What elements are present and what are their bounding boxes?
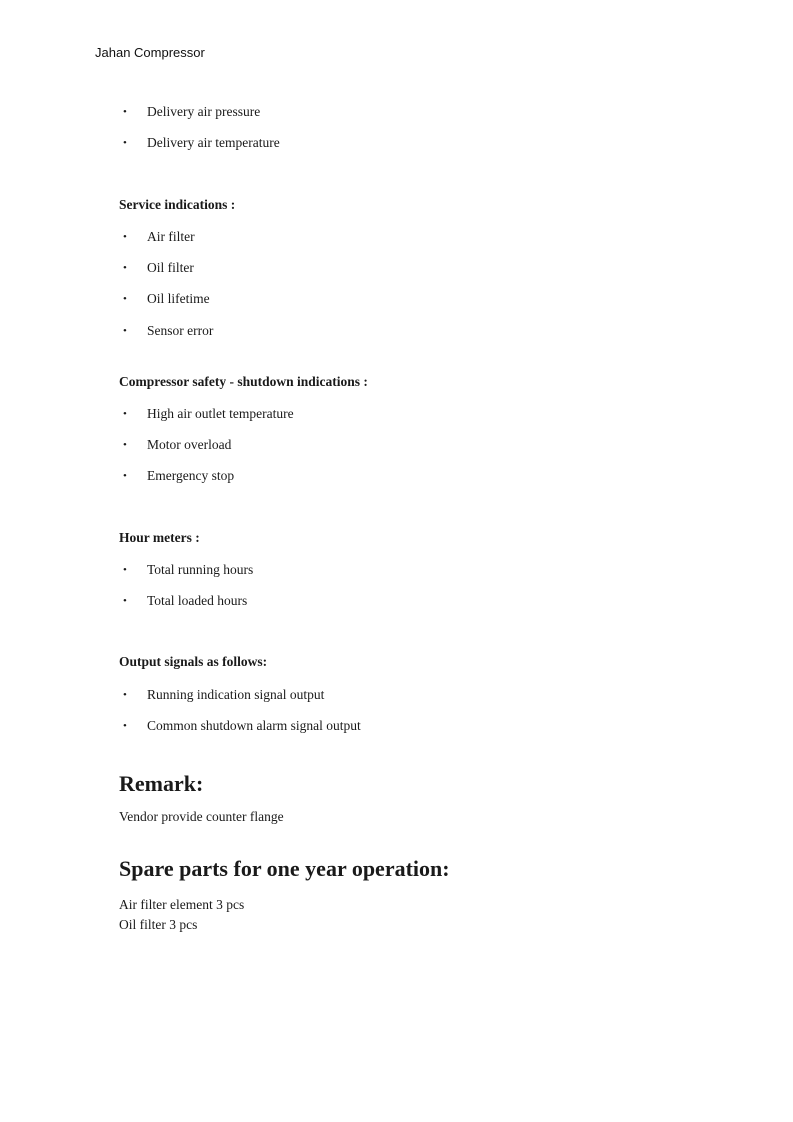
bullet-icon: • <box>123 595 127 608</box>
bullet-icon: • <box>123 293 127 306</box>
spare-part-line: Oil filter 3 pcs <box>119 917 198 932</box>
bullet-icon: • <box>123 470 127 483</box>
hour-meters-heading: Hour meters : <box>119 530 200 545</box>
bullet-icon: • <box>123 324 127 337</box>
output-signals-heading: Output signals as follows: <box>119 654 268 669</box>
service-indications-heading: Service indications : <box>119 197 236 212</box>
bullet-icon: • <box>123 408 127 420</box>
bullet-icon: • <box>123 689 127 701</box>
bullet-icon: • <box>123 231 127 243</box>
bullet-icon: • <box>123 137 127 150</box>
page-header-company: Jahan Compressor <box>95 45 205 60</box>
spare-part-line: Air filter element 3 pcs <box>119 897 245 912</box>
spare-parts-heading: Spare parts for one year operation: <box>119 856 450 881</box>
bullet-icon: • <box>123 439 127 452</box>
bullet-icon: • <box>123 720 127 733</box>
bullet-icon: • <box>123 106 127 118</box>
remark-text: Vendor provide counter flange <box>119 809 284 824</box>
remark-heading: Remark: <box>119 771 204 796</box>
safety-shutdown-heading: Compressor safety - shutdown indications : <box>119 374 368 389</box>
bullet-icon: • <box>123 262 127 275</box>
bullet-icon: • <box>123 564 127 576</box>
